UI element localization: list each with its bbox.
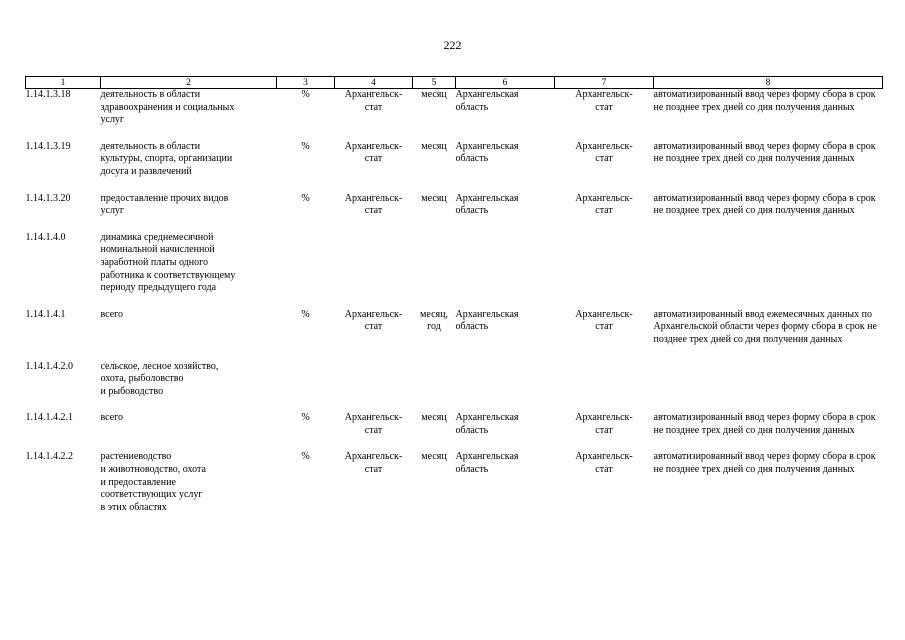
responsible-body: Архангельск- стат [575, 412, 633, 436]
input-method: автоматизированный ввод через форму сбора в срок не позднее трех дней со дня получения данных [653, 451, 876, 476]
row-spacer [26, 398, 883, 412]
unit-of-measure: % [301, 308, 310, 320]
data-source: Архангельск- стат [344, 89, 403, 113]
input-method [654, 232, 883, 295]
column-number: 2 [101, 77, 277, 89]
territory-level: Архангельская область [455, 412, 519, 436]
responsible-body: Архангельск- стат [575, 140, 633, 165]
column-number: 7 [555, 77, 654, 89]
periodicity: месяц [421, 140, 447, 152]
responsible-body: Архангельск- стат [575, 89, 633, 113]
row-spacer [26, 218, 883, 232]
periodicity: месяц [421, 192, 447, 204]
territory-level: Архангельская область [455, 451, 519, 476]
row-spacer-cell [26, 398, 883, 412]
territory-level [456, 361, 555, 399]
column-number: 6 [456, 77, 555, 89]
row-spacer-cell [26, 347, 883, 361]
indicator-name: растениеводство и животноводство, охота и предоставление соответствующих услуг в этих областях [100, 451, 206, 513]
page-number: 222 [443, 38, 462, 52]
indicator-code: 1.14.1.3.18 [25, 89, 71, 100]
unit-of-measure [277, 361, 335, 399]
unit-of-measure: % [301, 89, 310, 100]
indicator-code: 1.14.1.3.20 [25, 192, 71, 204]
periodicity: месяц [421, 451, 447, 463]
responsible-body [555, 361, 654, 399]
indicator-code: 1.14.1.3.19 [25, 140, 71, 152]
indicator-name: сельское, лесное хозяйство, охота, рыболовство и рыбоводство [100, 360, 219, 397]
unit-of-measure: % [301, 412, 310, 424]
indicator-code: 1.14.1.4.1 [25, 308, 66, 320]
row-spacer-cell [26, 127, 883, 141]
table-row [26, 141, 883, 179]
row-spacer [26, 437, 883, 451]
periodicity: месяц [421, 412, 447, 424]
table-body [26, 89, 883, 515]
unit-of-measure: % [301, 451, 310, 463]
input-method: автоматизированный ввод через форму сбора в срок не позднее трех дней со дня получения данных [653, 192, 876, 217]
indicator-code: 1.14.1.4.2.1 [25, 412, 73, 424]
indicator-name: динамика среднемесячной номинальной начисленной заработной платы одного работника к соответствующему периоду предыдущего года [100, 231, 236, 294]
column-number: 1 [26, 77, 101, 89]
data-source: Архангельск- стат [344, 308, 403, 333]
input-method: автоматизированный ввод ежемесячных данных по Архангельской области через форму сбора в срок не позднее трех дней со дня получения данных [653, 308, 877, 345]
unit-of-measure: % [301, 140, 310, 152]
periodicity: месяц, год [420, 308, 448, 333]
row-spacer-cell [26, 295, 883, 309]
territory-level [456, 232, 555, 295]
responsible-body: Архангельск- стат [575, 192, 633, 217]
row-spacer-cell [26, 179, 883, 193]
indicator-name: всего [100, 308, 124, 320]
row-spacer [26, 127, 883, 141]
data-source: Архангельск- стат [344, 192, 403, 217]
indicator-name: всего [100, 412, 124, 424]
column-number: 3 [277, 77, 335, 89]
column-number: 4 [335, 77, 413, 89]
responsible-body [555, 232, 654, 295]
table-row [26, 89, 883, 127]
periodicity [413, 361, 456, 399]
indicator-name: деятельность в области культуры, спорта, организации досуга и развлечений [100, 140, 233, 177]
table-row [26, 451, 883, 514]
indicator-table [25, 76, 883, 514]
input-method: автоматизированный ввод через форму сбора в срок не позднее трех дней со дня получения данных [653, 140, 876, 165]
periodicity: месяц [421, 89, 447, 100]
indicator-code: 1.14.1.4.2.0 [25, 360, 73, 372]
responsible-body: Архангельск- стат [575, 308, 633, 333]
data-source: Архангельск- стат [344, 140, 403, 165]
periodicity [413, 232, 456, 295]
input-method [654, 361, 883, 399]
territory-level: Архангельская область [455, 192, 519, 217]
responsible-body: Архангельск- стат [575, 451, 633, 476]
indicator-code: 1.14.1.4.0 [25, 231, 66, 243]
input-method: автоматизированный ввод через форму сбора в срок не позднее трех дней со дня получения данных [653, 89, 876, 113]
territory-level: Архангельская область [455, 308, 519, 333]
data-source: Архангельск- стат [344, 451, 403, 476]
table-row [26, 193, 883, 218]
indicator-name: предоставление прочих видов услуг [100, 192, 229, 217]
column-number: 8 [654, 77, 883, 89]
unit-of-measure [277, 232, 335, 295]
table-row [26, 412, 883, 437]
table-row [26, 361, 883, 399]
data-source [335, 232, 413, 295]
indicator-code: 1.14.1.4.2.2 [25, 451, 73, 463]
column-number: 5 [413, 77, 456, 89]
territory-level: Архангельская область [455, 89, 519, 113]
row-spacer-cell [26, 218, 883, 232]
row-spacer [26, 179, 883, 193]
data-source: Архангельск- стат [344, 412, 403, 436]
indicator-name: деятельность в области здравоохранения и социальных услуг [100, 89, 235, 126]
input-method: автоматизированный ввод через форму сбора в срок не позднее трех дней со дня получения данных [653, 412, 876, 436]
data-source [335, 361, 413, 399]
table-row [26, 232, 883, 295]
row-spacer [26, 295, 883, 309]
territory-level: Архангельская область [455, 140, 519, 165]
row-spacer-cell [26, 437, 883, 451]
table-row [26, 309, 883, 347]
row-spacer [26, 347, 883, 361]
unit-of-measure: % [301, 192, 310, 204]
column-number-row [26, 77, 883, 89]
